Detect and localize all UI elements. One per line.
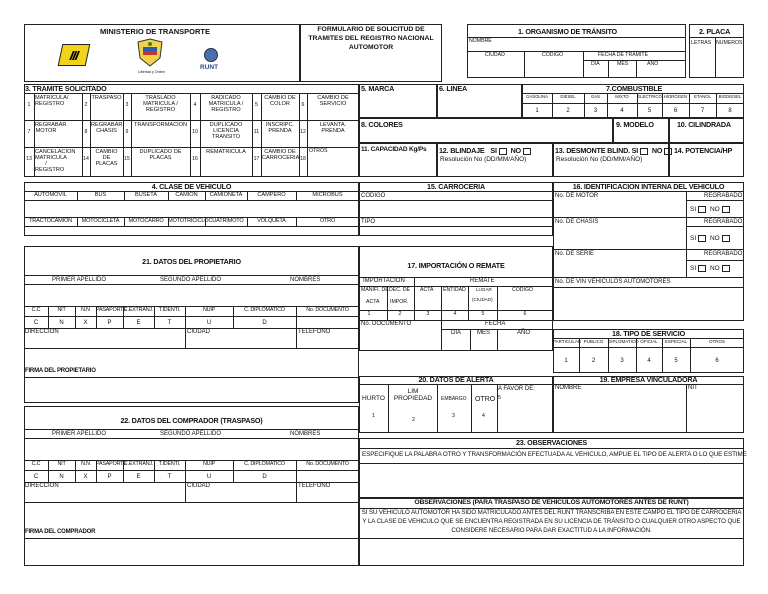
comprador-doc-type-6: T.IDENTI. xyxy=(158,461,181,467)
colombia-shield-icon xyxy=(136,38,164,68)
empresa-nombre-label: NOMBRE xyxy=(555,385,582,391)
desmonte-no-label: NO xyxy=(651,146,663,155)
tramite-item-16[interactable]: REMATRICULA xyxy=(206,149,246,155)
import-num-5: 5 xyxy=(481,311,485,317)
chasis-label: No. DE CHASIS xyxy=(555,219,599,225)
motor-si-label: SI xyxy=(690,206,697,214)
propietario-firma: FIRMA DEL PROPIETARIO xyxy=(25,368,96,374)
propietario-doc-type-4: PASAPORTE xyxy=(96,307,127,313)
propietario-ciudad-label: CIUDAD xyxy=(187,329,211,335)
tramite-num-13: 13 xyxy=(26,156,32,162)
import-ciudad-label: (CIUDAD) xyxy=(472,297,493,302)
servicio-num-4[interactable]: 4 xyxy=(647,358,651,364)
import-manif-label: MANIFI. DE xyxy=(361,287,389,293)
alerta-num-4: 4 xyxy=(482,413,485,419)
clase-item-3[interactable]: BUSETA xyxy=(135,192,157,198)
org-ano-label: AÑO xyxy=(647,61,659,67)
combustible-num-2[interactable]: 2 xyxy=(566,108,570,114)
propietario-doc-type-2: NIT xyxy=(57,307,66,313)
tramite-title: 3. TRAMITE SOLICITADO xyxy=(25,84,107,93)
chasis-regrabado-label: REGRABADO xyxy=(704,219,743,225)
comprador-doc-type-1: C.C xyxy=(31,461,41,467)
propietario-primer-apellido-label: PRIMER APELLIDO xyxy=(52,277,107,283)
motor-no-checkbox[interactable] xyxy=(722,206,730,213)
motor-regrabado-options xyxy=(690,206,732,214)
capacidad-label: 11. CAPACIDAD Kg/Ps xyxy=(361,146,427,153)
alerta-hurto-label: HURTO xyxy=(362,395,385,402)
alerta-num-1: 1 xyxy=(372,413,375,419)
vin-label: No. DE VIN VEHICULOS AUTOMOTORES xyxy=(555,279,671,285)
alerta-title: 20. DATOS DE ALERTA xyxy=(418,375,494,384)
servicio-type-1: PARTICULAR xyxy=(553,339,582,344)
blindaje-row xyxy=(439,147,533,155)
combustible-num-4[interactable]: 4 xyxy=(620,108,624,114)
comprador-doc-type-7: NUIP xyxy=(202,461,216,467)
comprador-doc-type-5: C.EXTRANJ. xyxy=(123,461,154,467)
serie-si-label: SI xyxy=(690,265,697,273)
colores-label: 8. COLORES xyxy=(361,120,403,129)
org-title: 1. ORGANISMO DE TRÁNSITO xyxy=(518,27,617,36)
servicio-num-2[interactable]: 2 xyxy=(591,358,596,364)
observaciones-box xyxy=(359,438,744,498)
servicio-title: 18. TIPO DE SERVICIO xyxy=(612,329,685,338)
import-lugar-label: LUGAR xyxy=(476,287,492,292)
tramite-num-9: 9 xyxy=(125,129,129,135)
chasis-si-label: SI xyxy=(690,235,697,243)
modelo-label: 9. MODELO xyxy=(616,120,654,129)
tramite-num-2: 2 xyxy=(84,102,88,108)
combustible-type-7: ETANOL xyxy=(694,94,711,99)
clase-item-4[interactable]: CAMION xyxy=(175,192,198,198)
observaciones-title: 23. OBSERVACIONES xyxy=(515,438,588,447)
import-num-3: 3 xyxy=(426,311,430,317)
combustible-type-6: HIDROGEN xyxy=(663,94,688,99)
blindaje-no-label: NO xyxy=(510,146,521,155)
comprador-nombres-label: NOMBRES xyxy=(290,431,321,437)
propietario-doc-letter-3[interactable]: X xyxy=(83,320,88,326)
propietario-doc-letter-4[interactable]: P xyxy=(107,320,112,326)
combustible-num-8[interactable]: 8 xyxy=(728,108,732,114)
runt-logo: RUNT xyxy=(200,64,219,71)
servicio-num-6[interactable]: 6 xyxy=(715,358,719,364)
import-num-4: 4 xyxy=(453,311,457,317)
tramite-num-11: 11 xyxy=(253,129,260,135)
import-num-2: 2 xyxy=(398,311,402,317)
chasis-no-label: NO xyxy=(709,235,720,243)
propietario-doc-type-7: NUIP xyxy=(202,307,216,313)
blindaje-no-checkbox[interactable] xyxy=(523,148,531,155)
tramite-num-16: 16 xyxy=(192,156,198,162)
tramite-num-4: 4 xyxy=(193,102,197,108)
propietario-direccion-label: DIRECCION xyxy=(25,329,59,335)
tramite-num-5: 5 xyxy=(255,102,258,108)
tramite-num-12: 12 xyxy=(300,129,306,135)
clase-item-7[interactable]: MICROBUS xyxy=(312,192,343,198)
propietario-doc-type-8: C. DIPLOMATICO xyxy=(244,307,285,313)
comprador-doc-letter-1[interactable]: C xyxy=(33,474,39,480)
clase-item-1[interactable]: AUTOMOVIL xyxy=(34,192,67,198)
empresa-nit-label: NIT xyxy=(688,385,698,391)
form-title-line-2: TRAMITES DEL REGISTRO NACIONAL xyxy=(308,35,434,42)
carroceria-tipo-label: TIPO xyxy=(361,219,376,225)
comprador-doc-letter-2[interactable]: N xyxy=(59,474,64,480)
combustible-title: 7.COMBUSTIBLE xyxy=(606,84,663,93)
tramite-item-13[interactable]: CANCELACION MATRICULA / REGISTRO xyxy=(35,149,76,173)
tramite-num-14: 14 xyxy=(83,156,89,162)
propietario-doc-type-9: No. DOCUMENTO xyxy=(306,307,349,313)
propietario-doc-letter-1[interactable]: C xyxy=(33,320,39,326)
motor-regrabado-label: REGRABADO xyxy=(704,193,743,199)
blindaje-label: 12. BLINDAJE xyxy=(439,146,485,155)
servicio-type-6: OTROS xyxy=(708,339,725,344)
linea-label: 6. LINEA xyxy=(439,84,467,93)
ministry-logo-text: III xyxy=(68,48,80,63)
clase-item-6[interactable]: CAMPERO xyxy=(257,192,286,198)
combustible-type-5: ELECTRICO xyxy=(637,94,662,99)
blindaje-si-checkbox[interactable] xyxy=(499,148,507,155)
comprador-ciudad-label: CIUDAD xyxy=(187,483,211,489)
clase-item-11[interactable]: MOTOTRICICLO xyxy=(168,218,209,224)
tramite-num-3: 3 xyxy=(125,102,129,108)
comprador-doc-type-9: No. DOCUMENTO xyxy=(306,461,349,467)
identificacion-title: 16. IDENTIFICACION INTERNA DEL VEHICULO xyxy=(572,182,725,191)
ministry-logo xyxy=(58,44,91,66)
import-acta2-label: ACTA xyxy=(366,299,380,305)
placa-title: 2. PLACA xyxy=(699,27,731,36)
comprador-doc-letter-6[interactable]: T xyxy=(167,474,172,480)
obs-traspaso-line-2: Y LA CLASE DE VEHICULO QUE SE ENCUENTRA REGISTRADA EN SU LICENCIA DE TRÁNSITO O CUALQUIER OTRO ASPECTO QUE xyxy=(362,518,741,525)
import-num-6: 6 xyxy=(523,311,527,317)
tramite-num-10: 10 xyxy=(192,129,198,135)
clase-item-13[interactable]: VOLQUETA xyxy=(257,218,286,224)
cilindrada-label: 10. CILINDRADA xyxy=(677,120,731,129)
propietario-telefono-label: TELEFONO xyxy=(298,329,331,335)
org-dia-label: DIA xyxy=(591,61,600,67)
comprador-doc-letter-3[interactable]: X xyxy=(83,474,88,480)
servicio-num-3[interactable]: 3 xyxy=(620,358,624,364)
tramite-item-4[interactable]: RADICADO MATRICULA / REGISTRO xyxy=(208,95,244,113)
comprador-doc-letter-4[interactable]: P xyxy=(107,474,112,480)
clase-item-5[interactable]: CAMIONETA xyxy=(209,192,243,198)
propietario-doc-letter-8[interactable]: D xyxy=(262,320,267,326)
comprador-doc-type-8: C. DIPLOMATICO xyxy=(244,461,285,467)
import-ano-label: AÑO xyxy=(517,330,531,336)
empresa-title: 19. EMPRESA VINCULADORA xyxy=(599,375,698,384)
tramite-num-17: 17 xyxy=(253,156,260,162)
runt-logo-icon xyxy=(204,48,218,62)
comprador-doc-letter-7[interactable]: U xyxy=(206,474,212,480)
combustible-num-3[interactable]: 3 xyxy=(593,108,598,114)
tramite-item-14[interactable]: CAMBIO DE PLACAS xyxy=(95,149,118,167)
alerta-embargo-label: EMBARGO xyxy=(441,396,467,402)
serie-si-checkbox[interactable] xyxy=(698,265,706,272)
propietario-title: 21. DATOS DEL PROPIETARIO xyxy=(142,257,241,266)
alerta-num-2: 2 xyxy=(412,417,415,423)
import-impor-label: IMPOR. xyxy=(390,299,409,305)
servicio-type-2: PUBLICO xyxy=(583,339,604,344)
ministry-title: MINISTERIO DE TRANSPORTE xyxy=(100,27,211,36)
import-codigo-label: CODIGO xyxy=(512,287,534,293)
combustible-num-5[interactable]: 5 xyxy=(647,108,652,114)
combustible-type-1: GASOLINA xyxy=(526,94,548,99)
motor-label: No. DE MOTOR xyxy=(555,193,599,199)
propietario-doc-letter-2[interactable]: N xyxy=(59,320,64,326)
propietario-doc-type-6: T.IDENTI. xyxy=(158,307,181,313)
desmonte-si-checkbox[interactable] xyxy=(640,148,648,155)
combustible-type-2: DIESEL xyxy=(560,94,576,99)
tramite-otros-label: OTROS xyxy=(309,148,328,154)
observaciones-text: ESPECIFIQUE LA PALABRA OTRO Y TRANSFORMACIÓN EFECTUADA AL VEHICULO, AMPLIE EL TIPO DE ALERTA O LO QUE ESTIME xyxy=(362,451,747,458)
comprador-doc-letter-8[interactable]: D xyxy=(262,474,267,480)
comprador-doc-type-3: N.N xyxy=(81,461,90,467)
propietario-nombres-label: NOMBRES xyxy=(290,277,321,283)
servicio-type-3: DIPLOMATICO xyxy=(608,339,639,344)
desmonte-row xyxy=(555,147,674,155)
alerta-lim-label: LIM PROPIEDAD xyxy=(393,388,433,402)
tramite-item-17[interactable]: CAMBIO DE CARROCERIA xyxy=(262,149,300,161)
remate-label: REMATE xyxy=(470,278,495,284)
import-entidad-label: ENTIDAD xyxy=(443,287,466,293)
blindaje-resolucion: Resolución No (DD/MM/AÑO) xyxy=(440,156,527,163)
clase-item-2[interactable]: BUS xyxy=(94,192,107,198)
clase-item-12[interactable]: CUATRIMOTO xyxy=(208,218,244,224)
tramite-item-6[interactable]: CAMBIO DE SERVICIO xyxy=(317,95,349,107)
tramite-item-2[interactable]: TRASPASO xyxy=(91,95,122,101)
motor-si-checkbox[interactable] xyxy=(698,206,706,213)
comprador-direccion-label: DIRECCION xyxy=(25,483,59,489)
combustible-num-1[interactable]: 1 xyxy=(535,108,539,114)
combustible-num-6[interactable]: 6 xyxy=(673,108,678,114)
combustible-type-4: MIXTO xyxy=(615,94,629,99)
servicio-type-5: ESPECIAL xyxy=(664,339,687,344)
comprador-doc-letter-5[interactable]: E xyxy=(136,474,141,480)
obs-traspaso-line-3: CONSIDERE NECESARIO PARA DAR EXACTITUD A LA INFORMACIÓN. xyxy=(451,527,652,534)
import-fecha-label: FECHA xyxy=(485,321,506,327)
import-num-1: 1 xyxy=(367,311,371,317)
placa-numeros-label: NUMEROS xyxy=(716,40,743,46)
form-title-line-1: FORMULARIO DE SOLICITUD DE xyxy=(317,26,425,33)
propietario-doc-type-1: C.C xyxy=(31,307,41,313)
tramite-item-3[interactable]: TRASLADO MATRICULA / REGISTRO xyxy=(143,95,178,113)
marca-label: 5. MARCA xyxy=(361,84,395,93)
carroceria-title: 15. CARROCERIA xyxy=(427,182,485,191)
tramite-item-12[interactable]: LEVANTA. PRENDA xyxy=(319,122,347,134)
clase-title: 4. CLASE DE VEHICULO xyxy=(151,182,232,191)
desmonte-label: 13. DESMONTE BLIND. SI xyxy=(555,146,639,155)
tramite-item-8[interactable]: REGRABAR CHASIS xyxy=(91,122,123,134)
tramite-item-1[interactable]: MATRICULA/ REGISTRO xyxy=(35,95,69,107)
clase-item-10[interactable]: MOTOCARRO xyxy=(128,218,164,224)
servicio-num-5[interactable]: 5 xyxy=(674,358,678,364)
motor-no-label: NO xyxy=(709,206,720,214)
propietario-doc-letter-5[interactable]: E xyxy=(136,320,141,326)
alerta-otro-label: OTRO xyxy=(475,396,496,403)
placa-letras-label: LETRAS xyxy=(691,40,712,46)
import-decl-label: DEC. DE xyxy=(389,287,411,293)
combustible-type-3: GAS xyxy=(590,94,601,99)
tramite-num-18: 18 xyxy=(300,156,306,162)
comprador-telefono-label: TELEFONO xyxy=(298,483,331,489)
tramite-item-9[interactable]: TRANSFORMACION xyxy=(133,122,188,128)
import-mes-label: MES xyxy=(477,330,491,336)
desmonte-resolucion: Resolución No (DD/MM/AÑO) xyxy=(556,156,643,163)
alerta-num-5: 5 xyxy=(498,395,501,401)
propietario-doc-letter-6[interactable]: T xyxy=(167,320,172,326)
obs-traspaso-title: OBSERVACIONES (PARA TRASPASO DE VEHICULOS AUTOMOTORES ANTES DE RUNT) xyxy=(414,499,689,506)
comprador-segundo-apellido-label: SEGUNDO APELLIDO xyxy=(160,431,222,437)
serie-label: No. DE SERIE xyxy=(555,251,595,257)
chasis-regrabado-options xyxy=(690,235,732,243)
comprador-doc-type-2: NIT xyxy=(57,461,66,467)
serie-no-checkbox[interactable] xyxy=(722,265,730,272)
comprador-doc-type-4: PASAPORTE xyxy=(96,461,127,467)
comprador-primer-apellido-label: PRIMER APELLIDO xyxy=(52,431,107,437)
comprador-title: 22. DATOS DEL COMPRADOR (TRASPASO) xyxy=(120,416,263,425)
serie-regrabado-label: REGRABADO xyxy=(704,251,743,257)
carroceria-codigo-label: CODIGO xyxy=(361,193,386,199)
propietario-doc-type-3: N.N xyxy=(81,307,90,313)
clase-item-9[interactable]: MOTOCICLETA xyxy=(81,218,120,224)
tramite-item-11[interactable]: INSCRIPC. PRENDA xyxy=(265,122,295,134)
org-nombre-label: NOMBRE xyxy=(469,38,492,44)
potencia-label: 14. POTENCIA/HP xyxy=(674,146,733,155)
tramite-num-1: 1 xyxy=(27,102,31,108)
tramite-num-7: 7 xyxy=(27,129,31,135)
org-mes-label: MES xyxy=(617,61,629,67)
chasis-si-checkbox[interactable] xyxy=(698,235,706,242)
shield-caption: Libertad y Orden xyxy=(138,70,165,74)
form-title-line-3: AUTOMOTOR xyxy=(348,44,394,51)
blindaje-si-label: SI xyxy=(490,146,497,155)
combustible-num-7[interactable]: 7 xyxy=(700,108,705,114)
tramite-item-5[interactable]: CAMBIO DE COLOR xyxy=(264,95,296,107)
alerta-favor-label: A FAVOR DE: xyxy=(498,386,535,392)
org-ciudad-label: CIUDAD xyxy=(485,52,505,58)
clase-item-8[interactable]: TRACTOCAMION xyxy=(29,218,72,224)
servicio-num-1[interactable]: 1 xyxy=(564,358,568,364)
propietario-segundo-apellido-label: SEGUNDO APELLIDO xyxy=(160,277,222,283)
tramite-item-10[interactable]: DUPLICADO LICENCIA TRANSITO xyxy=(209,122,243,140)
import-acta-label: ACTA xyxy=(420,287,434,293)
serie-no-label: NO xyxy=(709,265,720,273)
alerta-num-3: 3 xyxy=(452,413,455,419)
propietario-doc-type-5: C.EXTRANJ. xyxy=(123,307,154,313)
obs-traspaso-line-1: SI SU VEHICULO AUTOMOTOR HA SIDO MATRICULADO ANTES DEL RUNT TRANSCRIBA EN ESTE CAMPO EL TIPO DE CARROCERIA xyxy=(361,509,742,516)
tramite-item-15[interactable]: DUPLICADO DE PLACAS xyxy=(139,149,182,161)
import-documento-label: No. DOCUMENTO xyxy=(361,321,412,327)
chasis-no-checkbox[interactable] xyxy=(722,235,730,242)
clase-item-14[interactable]: OTRO xyxy=(319,218,336,224)
importacion-title: 17. IMPORTACIÓN O REMATE xyxy=(407,261,505,270)
tramite-num-6: 6 xyxy=(301,102,305,108)
tramite-item-7[interactable]: REGRABAR MOTOR xyxy=(35,122,67,134)
propietario-doc-letter-7[interactable]: U xyxy=(206,320,212,326)
serie-regrabado-options xyxy=(690,265,732,273)
comprador-firma: FIRMA DEL COMPRADOR xyxy=(25,529,96,535)
combustible-type-8: BIODIESEL xyxy=(718,94,742,99)
tramite-num-8: 8 xyxy=(84,129,88,135)
tramite-num-15: 15 xyxy=(124,156,130,162)
import-label: IMPORTACION xyxy=(363,278,405,284)
org-fecha-label: FECHA DE TRAMITE xyxy=(598,52,649,58)
import-dia-label: DIA xyxy=(451,330,462,336)
org-codigo-label: CODIGO xyxy=(542,52,564,58)
servicio-type-4: OFICIAL xyxy=(640,339,658,344)
